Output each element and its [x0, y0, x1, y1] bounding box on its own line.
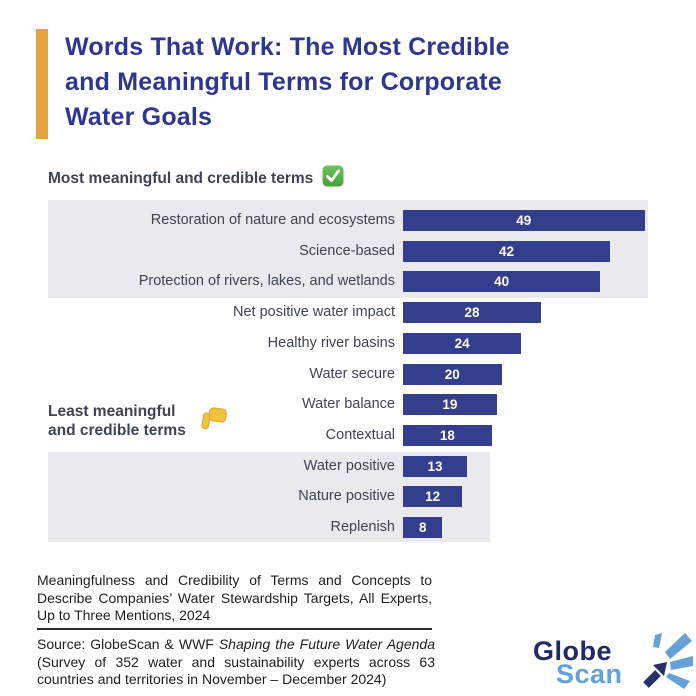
bar-label: Protection of rivers, lakes, and wetlands: [138, 273, 395, 290]
bar: [403, 210, 645, 231]
chart-row: [48, 302, 541, 323]
bar: [403, 302, 541, 323]
bar-value: 40: [494, 274, 510, 290]
chart-row: [48, 364, 502, 385]
bar-label: Replenish: [330, 519, 395, 535]
page-title-line2: and Meaningful Terms for Corporate: [65, 68, 502, 96]
bar: [403, 456, 467, 477]
page-title: [65, 30, 645, 135]
chart-row: [48, 333, 521, 354]
chart-rows: [48, 200, 648, 545]
chart-area: [48, 200, 648, 545]
bar: [403, 394, 497, 415]
bar-value: 13: [427, 458, 443, 474]
bar: [403, 364, 502, 385]
chart-row: [48, 210, 645, 231]
logo-word-globe: Globe: [533, 636, 613, 666]
source-suffix: (Survey of 352 water and sustainability experts across 63 countries and territories in November – December 2024): [37, 653, 435, 687]
source-prefix: Source: GlobeScan & WWF: [37, 636, 219, 652]
bar-value: 24: [454, 335, 470, 351]
chart-row: [48, 517, 442, 538]
least-meaningful-label-line2: and credible terms: [48, 422, 186, 439]
page-title-line3: Water Goals: [65, 103, 213, 131]
bar: [403, 241, 610, 262]
bar: [403, 486, 462, 507]
bar-value: 49: [516, 213, 532, 228]
bar-value: 19: [442, 397, 458, 413]
bar-label: Contextual: [325, 426, 395, 443]
bar: [403, 333, 521, 354]
divider-rule: [37, 628, 432, 630]
bar-label: Healthy river basins: [267, 334, 395, 351]
most-meaningful-label-row: [48, 165, 344, 192]
chart-row: [48, 486, 462, 507]
globescan-logo: [520, 628, 696, 696]
least-meaningful-label-block: [48, 402, 228, 440]
most-meaningful-label: Most meaningful and credible terms: [48, 169, 314, 187]
bar-value: 28: [464, 305, 480, 321]
bar-label: Water balance: [302, 396, 395, 413]
bar-label: Net positive water impact: [233, 304, 395, 321]
bar: [403, 425, 492, 446]
bar-value: 12: [425, 489, 441, 505]
source-note: [37, 636, 435, 689]
bar-label: Nature positive: [298, 488, 395, 505]
bar-value: 42: [499, 243, 515, 259]
logo-word-scan: Scan: [556, 659, 623, 689]
chart-row: [48, 456, 467, 477]
bar-value: 18: [439, 427, 455, 443]
bar-label: Restoration of nature and ecosystems: [150, 212, 395, 228]
bar: [403, 517, 442, 538]
logo-burst-icon: [633, 630, 693, 695]
source-report-title: Shaping the Future Water Agenda: [218, 636, 435, 652]
bar-label: Water positive: [303, 457, 395, 474]
least-meaningful-label: [48, 402, 186, 440]
page-title-line1: Words That Work: The Most Credible: [65, 33, 510, 61]
bar: [403, 271, 600, 292]
bar-value: 20: [444, 366, 460, 382]
chart-caption: Meaningfulness and Credibility of Terms and Concepts to Describe Companies’ Water Stewardship Targets, All Experts, Up to Three Mentions, 2024: [37, 572, 432, 623]
least-meaningful-label-line1: Least meaningful: [48, 403, 176, 420]
bar-label: Science-based: [299, 242, 395, 259]
check-mark-icon: [322, 165, 344, 192]
thumbs-down-icon: [200, 405, 228, 438]
bar-value: 8: [418, 520, 427, 535]
bar-label: Water secure: [309, 365, 395, 382]
accent-bar: [36, 29, 48, 139]
chart-row: [48, 241, 610, 262]
chart-row: [48, 271, 600, 292]
